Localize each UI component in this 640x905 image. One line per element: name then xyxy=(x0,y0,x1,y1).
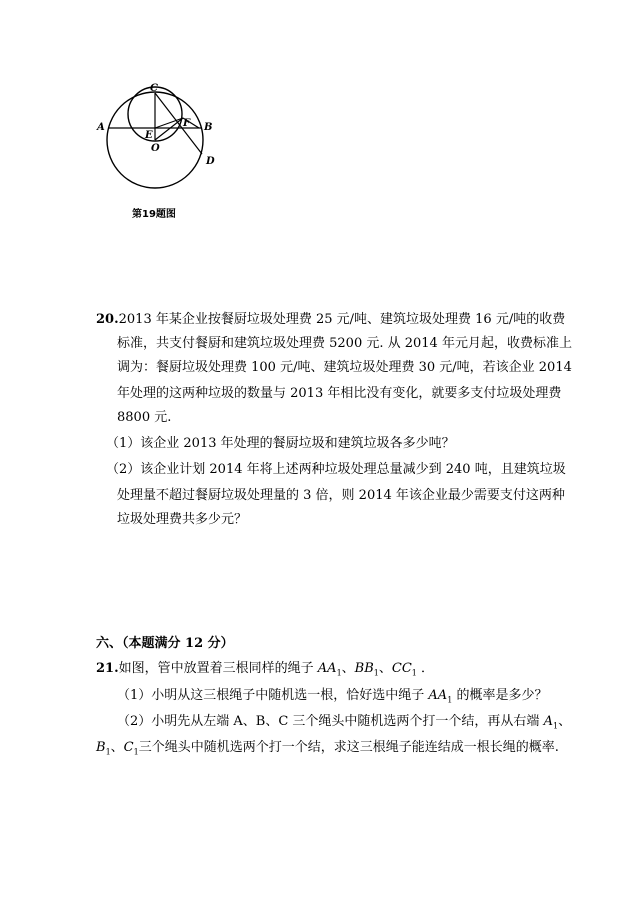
point-label-e: E xyxy=(145,130,153,141)
q20-text-line: 2013 年某企业按餐厨垃圾处理费 25 元/吨、建筑垃圾处理费 16 元/吨的收费 xyxy=(118,312,566,327)
separator: 、 xyxy=(341,661,355,676)
q21-line-1 xyxy=(96,661,434,682)
end-b1: B xyxy=(96,740,106,755)
section-6-heading: 六、（本题满分 12 分） xyxy=(96,636,234,651)
q20-subquestion-2-line: 处理量不超过餐厨垃圾处理量的 3 倍，则 2014 年该企业最少需要支付这两种 xyxy=(117,488,565,503)
q20-text-line: 调为：餐厨垃圾处理费 100 元/吨、建筑垃圾处理费 30 元/吨，若该企业 2014 xyxy=(117,360,572,375)
rope-subscript: 1 xyxy=(133,747,139,757)
q20-subquestion-2-line: （2）该企业计划 2014 年将上述两种垃圾处理总量减少到 240 吨，且建筑垃圾 xyxy=(106,462,566,477)
q20-text-line: 标准，共支付餐厨和建筑垃圾处理费 5200 元. 从 2014 年元月起，收费标准上 xyxy=(117,336,572,351)
point-label-d: D xyxy=(206,156,215,167)
rope-subscript: 1 xyxy=(105,747,111,757)
rope-subscript: 1 xyxy=(336,668,342,678)
end-a1: A xyxy=(543,714,553,729)
q21-sub2-text: （2）小明先从左端 A、B、C 三个绳头中随机选两个打一个结，再从右端 xyxy=(117,714,540,729)
point-label-f: F xyxy=(183,118,191,129)
q20-text-line: 8800 元. xyxy=(117,410,172,425)
period: ． xyxy=(421,661,435,676)
figure-caption: 第19题图 xyxy=(132,209,176,220)
end-c1: C xyxy=(123,740,134,755)
circle-diagram xyxy=(95,80,235,220)
point-label-a: A xyxy=(97,122,105,133)
q20-subquestion-1: （1）该企业 2013 年处理的餐厨垃圾和建筑垃圾各多少吨？ xyxy=(106,436,455,451)
point-label-c: C xyxy=(150,83,158,94)
q21-subquestion-2-line-2 xyxy=(96,740,559,761)
point-label-o: O xyxy=(151,143,160,154)
rope-cc: CC xyxy=(391,661,412,676)
q21-subquestion-2-line-1 xyxy=(117,714,571,735)
separator: 、 xyxy=(110,740,124,755)
rope-bb: BB xyxy=(354,661,374,676)
rope-aa: AA xyxy=(428,688,448,703)
q21-sub1-pre: （1）小明从这三根绳子中随机选一根，恰好选中绳子 xyxy=(117,688,425,703)
rope-subscript: 1 xyxy=(447,695,453,705)
rope-subscript: 1 xyxy=(411,668,417,678)
rope-subscript: 1 xyxy=(373,668,379,678)
q21-number: 21. xyxy=(96,661,119,676)
q20-text-line: 年处理的这两种垃圾的数量与 2013 年相比没有变化，就要多支付垃圾处理费 xyxy=(117,386,562,401)
q20-line-1 xyxy=(96,312,565,328)
rope-aa: AA xyxy=(317,661,337,676)
q21-intro: 如图，管中放置着三根同样的绳子 xyxy=(118,661,314,676)
q20-number: 20. xyxy=(96,312,119,327)
separator: 、 xyxy=(378,661,392,676)
separator: 、 xyxy=(558,714,572,729)
rope-subscript: 1 xyxy=(552,721,559,731)
q21-sub2-post: 三个绳头中随机选两个打一个结，求这三根绳子能连结成一根长绳的概率. xyxy=(138,740,559,755)
q21-subquestion-1 xyxy=(117,688,547,709)
point-label-b: B xyxy=(204,122,213,133)
q20-subquestion-2-line: 垃圾处理费共多少元？ xyxy=(117,512,248,527)
q21-sub1-post: 的概率是多少？ xyxy=(456,688,548,703)
